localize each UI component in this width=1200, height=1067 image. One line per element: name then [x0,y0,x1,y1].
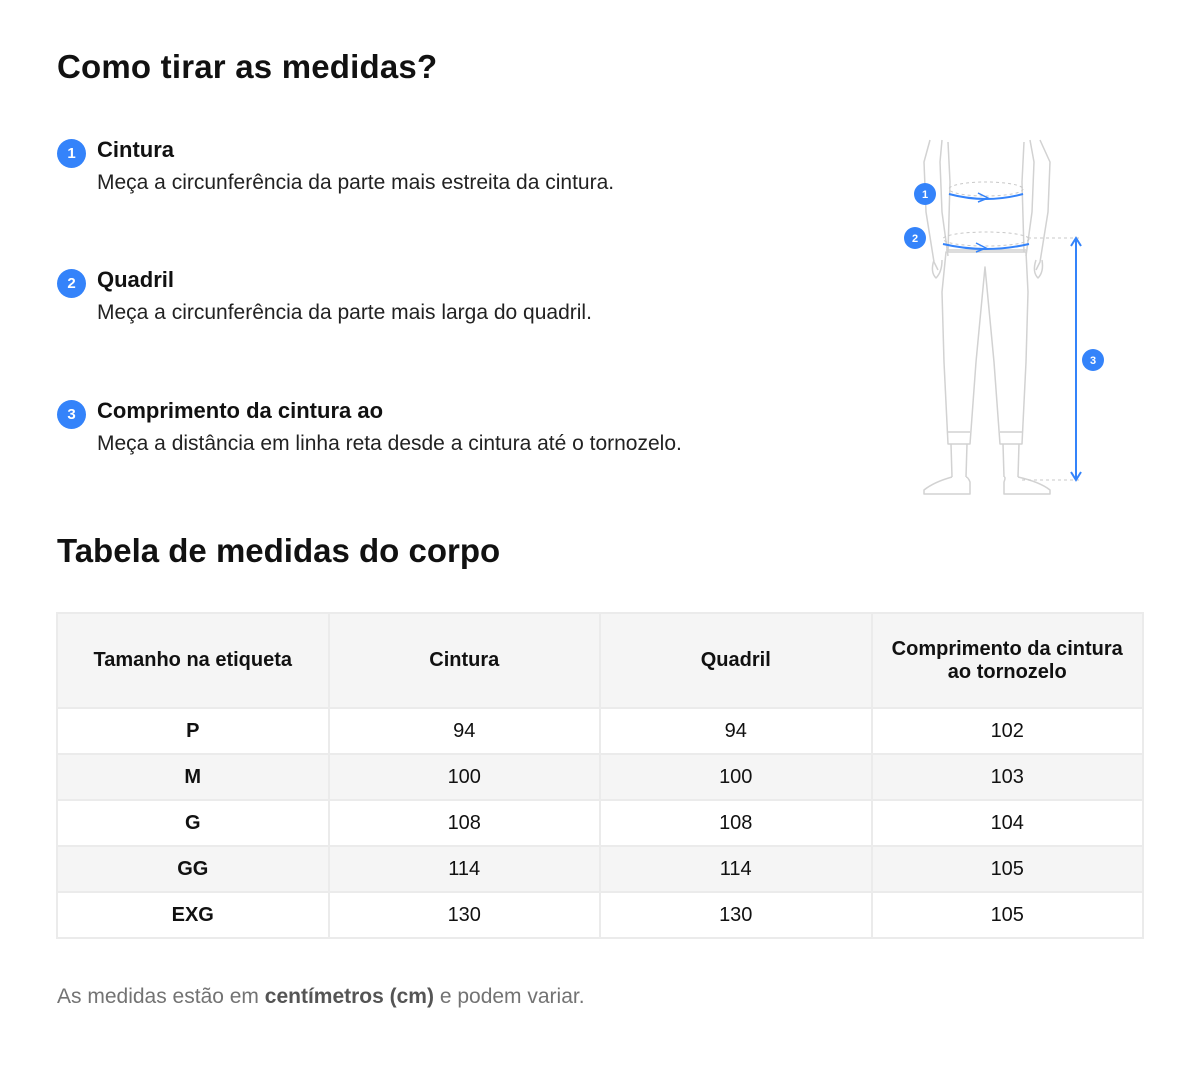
size-table [56,612,1144,939]
cell-hip: 94 [600,708,872,754]
page-title: Como tirar as medidas? [57,48,438,85]
marker-hip: 2 [911,233,919,245]
marker-waist: 1 [921,189,929,201]
marker-length: 3 [1089,355,1097,367]
step-description: Meça a circunferência da parte mais estreita da cintura. [97,171,615,194]
cell-waist: 130 [329,892,601,938]
cell-waist: 108 [329,800,601,846]
step-title: Cintura [97,137,174,162]
step-title: Quadril [97,267,175,292]
pants-measurement-illustration [890,132,1120,504]
cell-hip: 108 [600,800,872,846]
step-description: Meça a circunferência da parte mais larga do quadril. [97,301,592,324]
header-size-label: Tamanho na etiqueta [57,613,329,708]
table-row [57,754,1143,800]
cell-length: 105 [872,846,1144,892]
header-hip: Quadril [600,613,872,708]
cell-length: 105 [872,892,1144,938]
cell-size: G [57,800,329,846]
cell-waist: 114 [329,846,601,892]
header-length: Comprimento da cintura ao tornozelo [872,613,1144,708]
cell-hip: 114 [600,846,872,892]
header-waist: Cintura [329,613,601,708]
cell-waist: 100 [329,754,601,800]
step-description: Meça a distância em linha reta desde a cintura até o tornozelo. [97,432,682,455]
cell-hip: 130 [600,892,872,938]
step-title: Comprimento da cintura ao [97,398,384,423]
cell-size: GG [57,846,329,892]
cell-waist: 94 [329,708,601,754]
table-row [57,800,1143,846]
cell-length: 103 [872,754,1144,800]
units-note: As medidas estão em centímetros (cm) e podem variar. [57,985,585,1008]
table-row [57,846,1143,892]
cell-size: M [57,754,329,800]
cell-hip: 100 [600,754,872,800]
size-table-title: Tabela de medidas do corpo [57,532,501,569]
table-row [57,892,1143,938]
cell-length: 102 [872,708,1144,754]
table-header-row [57,613,1143,708]
step-number-badge: 3 [57,400,86,429]
step-number-badge: 2 [57,269,86,298]
step-number-badge: 1 [57,139,86,168]
cell-size: P [57,708,329,754]
table-row [57,708,1143,754]
cell-length: 104 [872,800,1144,846]
cell-size: EXG [57,892,329,938]
